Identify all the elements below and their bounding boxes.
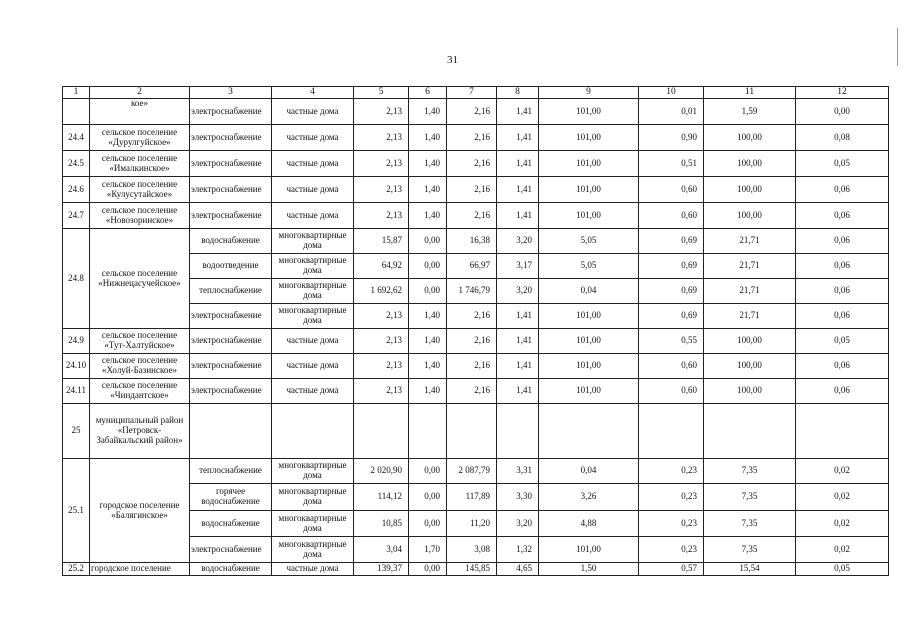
value-cell: 1,70 — [409, 537, 447, 563]
value-cell: 100,00 — [704, 329, 796, 354]
value-cell: 1,41 — [497, 203, 539, 229]
value-cell: 101,00 — [539, 125, 639, 151]
utility-type: электроснабжение — [190, 379, 272, 404]
column-header: 2 — [90, 87, 190, 99]
value-cell: 100,00 — [704, 379, 796, 404]
table-row — [63, 151, 889, 177]
housing-type: частные дома — [272, 329, 354, 354]
value-cell: 21,71 — [704, 279, 796, 304]
housing-type: многоквартирные дома — [272, 484, 354, 511]
value-cell: 0,69 — [639, 229, 704, 254]
empty-cell — [354, 404, 409, 459]
settlement-name: сельское поселение «Дурулгуйское» — [90, 125, 190, 151]
value-cell: 0,69 — [639, 279, 704, 304]
value-cell: 4,88 — [539, 511, 639, 537]
value-cell: 0,60 — [639, 379, 704, 404]
value-cell: 2,13 — [354, 379, 409, 404]
value-cell: 0,01 — [639, 99, 704, 125]
value-cell: 100,00 — [704, 125, 796, 151]
table-row — [63, 379, 889, 404]
value-cell: 1,40 — [409, 125, 447, 151]
table-row — [63, 125, 889, 151]
row-number — [63, 99, 90, 125]
column-header: 6 — [409, 87, 447, 99]
column-header: 4 — [272, 87, 354, 99]
value-cell: 3,17 — [497, 254, 539, 279]
housing-type: частные дома — [272, 563, 354, 576]
utility-type: электроснабжение — [190, 151, 272, 177]
table-row — [63, 99, 889, 125]
empty-cell — [539, 404, 639, 459]
value-cell: 66,97 — [447, 254, 497, 279]
value-cell: 1,40 — [409, 203, 447, 229]
value-cell: 0,00 — [409, 459, 447, 484]
settlement-name: сельское поселение «Кулусутайское» — [90, 177, 190, 203]
value-cell: 0,55 — [639, 329, 704, 354]
utility-type: горячее водоснабжение — [190, 484, 272, 511]
value-cell: 100,00 — [704, 354, 796, 379]
housing-type: частные дома — [272, 99, 354, 125]
value-cell: 3,04 — [354, 537, 409, 563]
table-row — [63, 354, 889, 379]
value-cell: 145,85 — [447, 563, 497, 576]
value-cell: 3,08 — [447, 537, 497, 563]
settlement-name: городское поселение — [90, 563, 190, 576]
value-cell: 0,23 — [639, 484, 704, 511]
table-row — [63, 177, 889, 203]
value-cell: 0,23 — [639, 459, 704, 484]
utility-type: водоснабжение — [190, 229, 272, 254]
settlement-name: кое» — [90, 99, 190, 125]
housing-type: многоквартирные дома — [272, 304, 354, 329]
value-cell: 101,00 — [539, 537, 639, 563]
value-cell: 0,06 — [796, 304, 889, 329]
table-row — [63, 329, 889, 354]
value-cell: 1,59 — [704, 99, 796, 125]
column-header: 1 — [63, 87, 90, 99]
value-cell: 1,41 — [497, 329, 539, 354]
value-cell: 3,20 — [497, 229, 539, 254]
value-cell: 0,00 — [409, 229, 447, 254]
value-cell: 1,40 — [409, 151, 447, 177]
value-cell: 101,00 — [539, 177, 639, 203]
utility-type: электроснабжение — [190, 304, 272, 329]
value-cell: 2,13 — [354, 151, 409, 177]
value-cell: 2,16 — [447, 354, 497, 379]
value-cell: 7,35 — [704, 537, 796, 563]
value-cell: 3,20 — [497, 279, 539, 304]
value-cell: 0,05 — [796, 563, 889, 576]
value-cell: 1,41 — [497, 99, 539, 125]
value-cell: 101,00 — [539, 354, 639, 379]
value-cell: 64,92 — [354, 254, 409, 279]
page-number: 31 — [447, 54, 458, 66]
value-cell: 139,37 — [354, 563, 409, 576]
value-cell: 0,05 — [796, 151, 889, 177]
value-cell: 0,02 — [796, 484, 889, 511]
housing-type: многоквартирные дома — [272, 459, 354, 484]
value-cell: 101,00 — [539, 379, 639, 404]
utility-type: водоотведение — [190, 254, 272, 279]
row-number: 24.11 — [63, 379, 90, 404]
value-cell: 3,26 — [539, 484, 639, 511]
value-cell: 0,08 — [796, 125, 889, 151]
utility-type: водоснабжение — [190, 511, 272, 537]
value-cell: 2,13 — [354, 203, 409, 229]
value-cell: 101,00 — [539, 151, 639, 177]
value-cell: 5,05 — [539, 229, 639, 254]
settlement-name: сельское поселение «Нижнецасучейское» — [90, 229, 190, 329]
column-header: 9 — [539, 87, 639, 99]
housing-type: многоквартирные дома — [272, 537, 354, 563]
empty-cell — [272, 404, 354, 459]
housing-type: частные дома — [272, 379, 354, 404]
value-cell: 0,06 — [796, 379, 889, 404]
utility-type: электроснабжение — [190, 354, 272, 379]
column-header: 7 — [447, 87, 497, 99]
value-cell: 2 020,90 — [354, 459, 409, 484]
empty-cell — [190, 404, 272, 459]
table-row — [63, 229, 889, 254]
row-number: 24.8 — [63, 229, 90, 329]
settlement-name: сельское поселение «Чиндантское» — [90, 379, 190, 404]
value-cell: 0,23 — [639, 511, 704, 537]
value-cell: 2,13 — [354, 125, 409, 151]
empty-cell — [409, 404, 447, 459]
value-cell: 2 087,79 — [447, 459, 497, 484]
value-cell: 0,90 — [639, 125, 704, 151]
value-cell: 1,41 — [497, 304, 539, 329]
value-cell: 2,16 — [447, 151, 497, 177]
value-cell: 114,12 — [354, 484, 409, 511]
value-cell: 0,60 — [639, 177, 704, 203]
utility-type: теплоснабжение — [190, 279, 272, 304]
district-name: муниципальный район «Петровск-Забайкальский район» — [90, 404, 190, 459]
row-number: 24.9 — [63, 329, 90, 354]
value-cell: 0,06 — [796, 279, 889, 304]
value-cell: 3,20 — [497, 511, 539, 537]
value-cell: 1,40 — [409, 304, 447, 329]
row-number: 25.1 — [63, 459, 90, 563]
housing-type: многоквартирные дома — [272, 511, 354, 537]
value-cell: 2,16 — [447, 304, 497, 329]
column-header: 10 — [639, 87, 704, 99]
empty-cell — [796, 404, 889, 459]
value-cell: 21,71 — [704, 304, 796, 329]
value-cell: 101,00 — [539, 329, 639, 354]
value-cell: 100,00 — [704, 203, 796, 229]
settlement-name: сельское поселение «Ималкинское» — [90, 151, 190, 177]
housing-type: частные дома — [272, 203, 354, 229]
page-edge-mark — [897, 28, 898, 66]
value-cell: 0,06 — [796, 203, 889, 229]
value-cell: 0,00 — [409, 563, 447, 576]
housing-type: частные дома — [272, 354, 354, 379]
row-number: 24.7 — [63, 203, 90, 229]
value-cell: 0,60 — [639, 203, 704, 229]
utility-type: электроснабжение — [190, 177, 272, 203]
value-cell: 0,06 — [796, 229, 889, 254]
value-cell: 1,41 — [497, 125, 539, 151]
table-row — [63, 404, 889, 459]
utility-type: электроснабжение — [190, 125, 272, 151]
value-cell: 1 692,62 — [354, 279, 409, 304]
value-cell: 2,13 — [354, 304, 409, 329]
utility-type: электроснабжение — [190, 203, 272, 229]
value-cell: 2,16 — [447, 99, 497, 125]
value-cell: 2,13 — [354, 329, 409, 354]
value-cell: 0,57 — [639, 563, 704, 576]
value-cell: 0,00 — [409, 511, 447, 537]
value-cell: 1,40 — [409, 354, 447, 379]
value-cell: 1,41 — [497, 354, 539, 379]
value-cell: 1,41 — [497, 379, 539, 404]
value-cell: 0,05 — [796, 329, 889, 354]
column-header: 8 — [497, 87, 539, 99]
value-cell: 16,38 — [447, 229, 497, 254]
value-cell: 10,85 — [354, 511, 409, 537]
settlement-name: сельское поселение «Новозоринское» — [90, 203, 190, 229]
value-cell: 0,00 — [409, 254, 447, 279]
empty-cell — [447, 404, 497, 459]
value-cell: 7,35 — [704, 484, 796, 511]
value-cell: 5,05 — [539, 254, 639, 279]
housing-type: многоквартирные дома — [272, 229, 354, 254]
column-header: 12 — [796, 87, 889, 99]
table-row — [63, 203, 889, 229]
value-cell: 0,06 — [796, 354, 889, 379]
utility-type: водоснабжение — [190, 563, 272, 576]
value-cell: 0,23 — [639, 537, 704, 563]
value-cell: 1,50 — [539, 563, 639, 576]
value-cell: 7,35 — [704, 511, 796, 537]
table-row — [63, 563, 889, 576]
value-cell: 1,41 — [497, 177, 539, 203]
value-cell: 1,32 — [497, 537, 539, 563]
value-cell: 15,87 — [354, 229, 409, 254]
utility-type: теплоснабжение — [190, 459, 272, 484]
value-cell: 3,30 — [497, 484, 539, 511]
value-cell: 0,06 — [796, 254, 889, 279]
value-cell: 2,13 — [354, 177, 409, 203]
value-cell: 15,54 — [704, 563, 796, 576]
row-number: 24.5 — [63, 151, 90, 177]
value-cell: 0,00 — [409, 484, 447, 511]
value-cell: 117,89 — [447, 484, 497, 511]
housing-type: многоквартирные дома — [272, 279, 354, 304]
value-cell: 1,41 — [497, 151, 539, 177]
empty-cell — [704, 404, 796, 459]
value-cell: 3,31 — [497, 459, 539, 484]
value-cell: 21,71 — [704, 229, 796, 254]
value-cell: 0,06 — [796, 177, 889, 203]
value-cell: 4,65 — [497, 563, 539, 576]
value-cell: 2,13 — [354, 354, 409, 379]
value-cell: 2,16 — [447, 379, 497, 404]
value-cell: 1,40 — [409, 379, 447, 404]
tariff-table — [62, 86, 889, 576]
value-cell: 100,00 — [704, 177, 796, 203]
column-header: 11 — [704, 87, 796, 99]
value-cell: 1 746,79 — [447, 279, 497, 304]
housing-type: многоквартирные дома — [272, 254, 354, 279]
row-number: 24.4 — [63, 125, 90, 151]
value-cell: 100,00 — [704, 151, 796, 177]
column-number-row — [63, 87, 889, 99]
row-number: 24.10 — [63, 354, 90, 379]
column-header: 3 — [190, 87, 272, 99]
value-cell: 101,00 — [539, 304, 639, 329]
row-number: 25 — [63, 404, 90, 459]
value-cell: 2,16 — [447, 125, 497, 151]
table-row — [63, 459, 889, 484]
utility-type: электроснабжение — [190, 329, 272, 354]
row-number: 24.6 — [63, 177, 90, 203]
value-cell: 2,16 — [447, 329, 497, 354]
value-cell: 0,00 — [796, 99, 889, 125]
empty-cell — [639, 404, 704, 459]
value-cell: 101,00 — [539, 99, 639, 125]
row-number: 25.2 — [63, 563, 90, 576]
settlement-name: сельское поселение «Холуй-Базинское» — [90, 354, 190, 379]
value-cell: 0,02 — [796, 459, 889, 484]
utility-type: электроснабжение — [190, 99, 272, 125]
housing-type: частные дома — [272, 151, 354, 177]
empty-cell — [497, 404, 539, 459]
column-header: 5 — [354, 87, 409, 99]
housing-type: частные дома — [272, 177, 354, 203]
value-cell: 0,51 — [639, 151, 704, 177]
value-cell: 0,00 — [409, 279, 447, 304]
settlement-name: городское поселение «Балягинское» — [90, 459, 190, 563]
settlement-name: сельское поселение «Тут-Халтуйское» — [90, 329, 190, 354]
value-cell: 7,35 — [704, 459, 796, 484]
value-cell: 101,00 — [539, 203, 639, 229]
value-cell: 0,02 — [796, 511, 889, 537]
value-cell: 1,40 — [409, 329, 447, 354]
value-cell: 1,40 — [409, 99, 447, 125]
value-cell: 21,71 — [704, 254, 796, 279]
value-cell: 1,40 — [409, 177, 447, 203]
value-cell: 0,69 — [639, 304, 704, 329]
housing-type: частные дома — [272, 125, 354, 151]
utility-type: электроснабжение — [190, 537, 272, 563]
value-cell: 11,20 — [447, 511, 497, 537]
value-cell: 0,69 — [639, 254, 704, 279]
value-cell: 0,60 — [639, 354, 704, 379]
value-cell: 2,16 — [447, 203, 497, 229]
value-cell: 2,13 — [354, 99, 409, 125]
value-cell: 0,02 — [796, 537, 889, 563]
value-cell: 0,04 — [539, 459, 639, 484]
value-cell: 0,04 — [539, 279, 639, 304]
value-cell: 2,16 — [447, 177, 497, 203]
